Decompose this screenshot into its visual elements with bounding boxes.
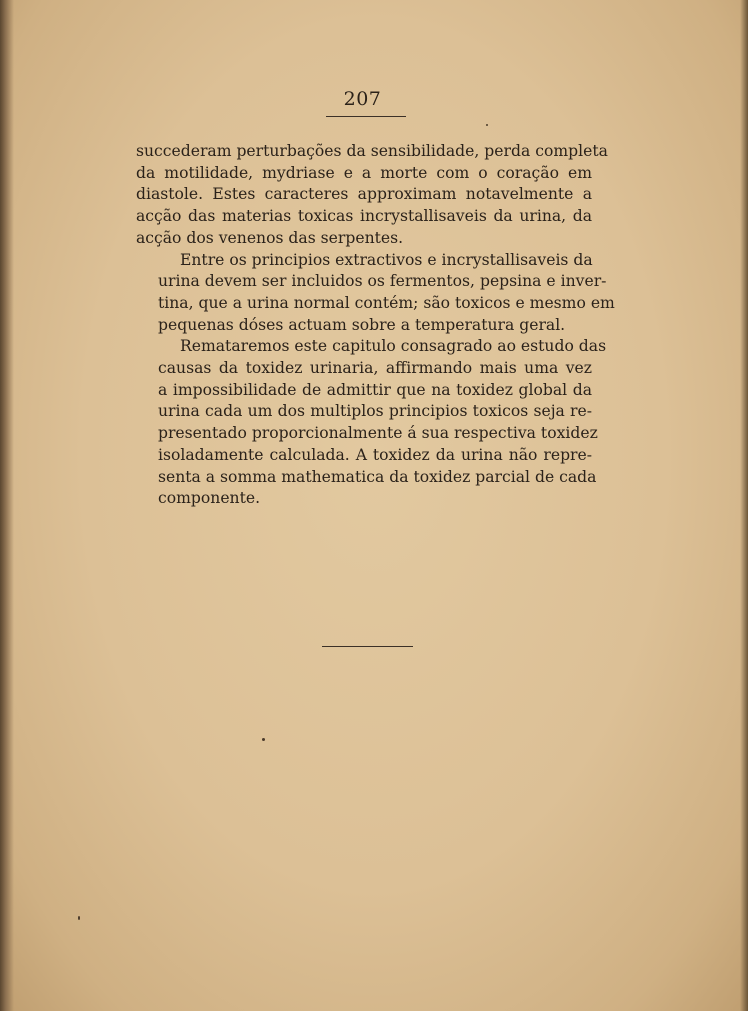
text-line: tina, que a urina normal contém; são toxicos e mesmo em: [158, 293, 615, 312]
text-line: diastole. Estes caracteres approximam notavelmente a: [136, 185, 592, 204]
text-line: urina cada um dos multiplos principios toxicos seja re-: [158, 402, 592, 421]
body-text: [136, 141, 615, 510]
paragraph-3: [136, 336, 607, 510]
paper-speck: [262, 738, 265, 741]
text-line: acção dos venenos das serpentes.: [136, 228, 404, 247]
text-line: senta a somma mathematica da toxidez parcial de cada: [158, 467, 597, 486]
text-line: componente.: [158, 489, 261, 508]
paper-speck: [486, 124, 488, 126]
paragraph-2: [136, 250, 615, 337]
text-line: causas da toxidez urinaria, affirmando mais uma vez: [158, 359, 592, 378]
text-line: succederam perturbações da sensibilidade, perda completa: [136, 142, 608, 160]
text-line: a impossibilidade de admittir que na toxidez global da: [158, 380, 592, 399]
text-line: da motilidade, mydriase e a morte com o coração em: [136, 163, 592, 182]
text-line: urina devem ser incluidos os fermentos, pepsina e inver-: [158, 272, 607, 291]
text-line: presentado proporcionalmente á sua respectiva toxidez: [158, 424, 598, 443]
text-line: acção das materias toxicas incrystallisaveis da urina, da: [136, 207, 592, 226]
text-line: isoladamente calculada. A toxidez da urina não repre-: [158, 445, 592, 464]
text-line: Remataremos este capitulo consagrado ao estudo das: [180, 337, 607, 356]
paper-speck: [78, 916, 80, 920]
text-line: pequenas dóses actuam sobre a temperatura geral.: [158, 315, 566, 334]
text-line: Entre os principios extractivos e incrystallisaveis da: [180, 250, 593, 269]
end-rule: [322, 646, 413, 647]
header-rule: [326, 116, 406, 117]
paragraph-1: [136, 141, 608, 250]
page-number: 207: [343, 88, 382, 110]
